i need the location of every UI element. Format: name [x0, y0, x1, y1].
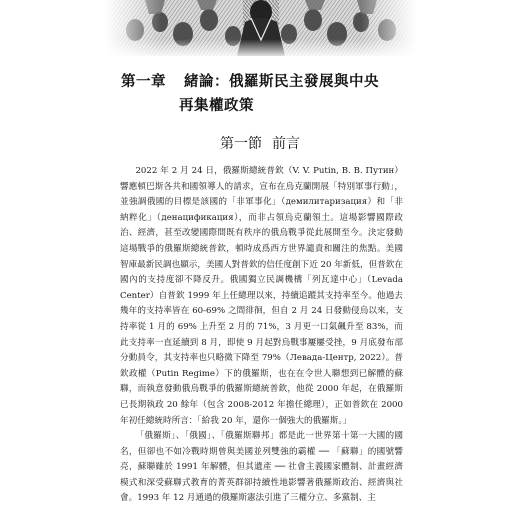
chapter-title-line1: 緒論：俄羅斯民主發展與中央 [184, 74, 379, 90]
chapter-title-line2: 再集權政策 [179, 98, 254, 114]
paragraph: 「俄羅斯」、「俄國」、「俄羅斯聯邦」都是此一世界第十第一大國的國名，但卻也不如冷戰時期曾與美國並列雙強的霸權 ── 「蘇聯」的國號響亮，蘇聯雖於 1991 年解體，但其遺產 ── 社會主義國家體制、計畫經濟模式和深受蘇聯式教育的菁英群卻持續性地影響著俄羅斯政治、經濟與社會。1993 年 12 月通過的俄羅斯憲法引進了三權分立、多黨制、主 [120, 431, 403, 504]
engraved-illustration-icon [105, 0, 417, 56]
body-text [120, 164, 403, 507]
paragraph: 2022 年 2 月 24 日，俄羅斯總統普欽（V. V. Putin, B. B. Путин）響應頓巴斯各共和國領導人的請求，宣布在烏克蘭開展「特別軍事行動」，並強調俄國的目標是該國的「非軍事化」（демилитаризация）和「非納粹化」（денацификация），而非占領烏克蘭領土。這場影響國際政治、經濟，甚至改變國際間既有秩序的俄烏戰爭從此展開至今。決定發動這場戰爭的俄羅斯總統普欽，頓時成爲西方世界譴責和關注的焦點。美國智庫最新民調也顯示，美國人對普欽的信任度創下近 20 年新低，但普欽在國內的支持度卻不降反升。俄國獨立民調機構「列瓦達中心」（Levada Center）自普欽 1999 年上任總理以來，持續追蹤其支持率至今。他過去幾年的支持率皆在 60-69% 之間徘徊，但自 2 月 24 日發動侵烏以來，支持率從 1 月的 69% 上升至 2 月的 71%，3 月更一口氣飆升至 83%，而此支持率一直延續到 8 月，即使 9 月起對烏戰事屢屢受挫，9 月底發布部分動員令，其支持率也只略微下降至 79%（Левада-Центр, 2022）。普欽政權（Putin Regime）下的俄羅斯，也在在令世人聯想到已解體的蘇聯，而執意發動俄烏戰爭的俄羅斯總統普欽，他從 2000 年起，在俄羅斯已長期執政 20 餘年（包含 2008-2012 年擔任總理），正如普欽在 2000 年初任總統時所言：「給我 20 年，還你一個強大的俄羅斯。」 [120, 166, 403, 426]
section-number: 第一節 [220, 136, 262, 152]
section-heading [0, 135, 520, 153]
section-title: 前言 [272, 136, 300, 152]
chapter-heading [121, 70, 421, 118]
chapter-number: 第一章 [121, 74, 166, 90]
